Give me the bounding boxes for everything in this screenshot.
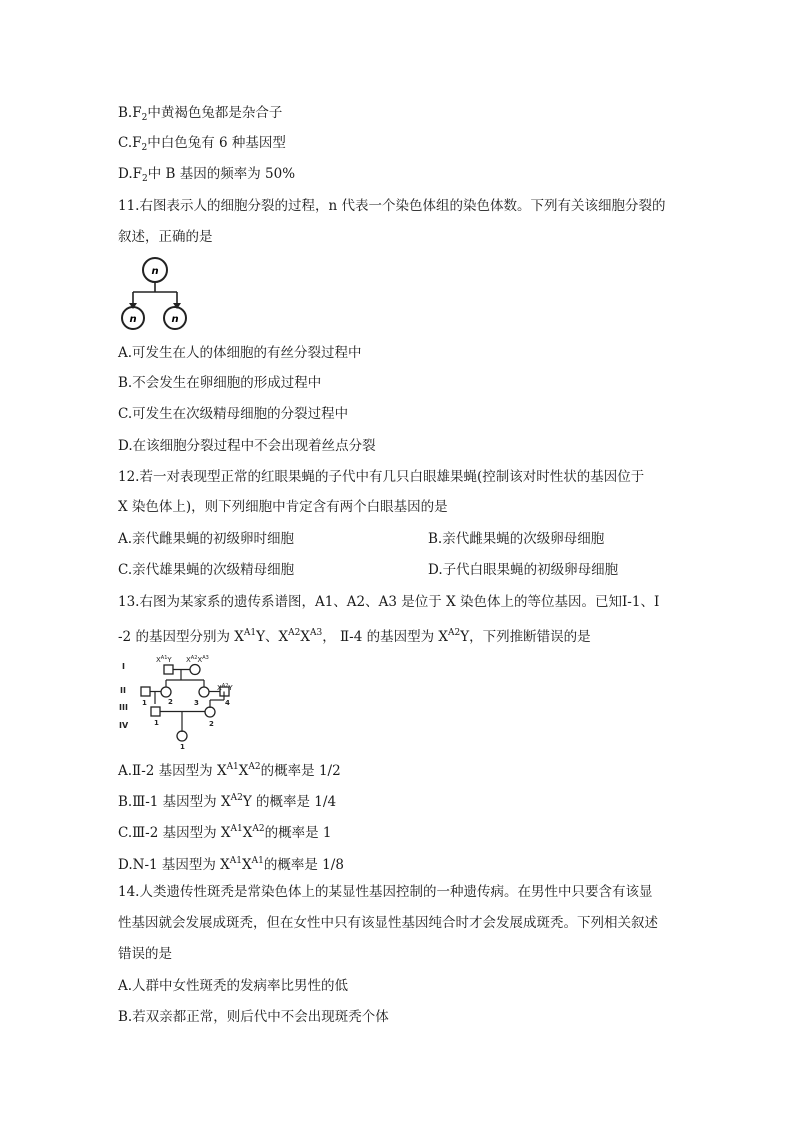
q14-stem-line3: 错误的是 — [118, 946, 172, 962]
q12-option-c: C.亲代雄果蝇的次级精母细胞 — [118, 562, 295, 578]
pedigree-chart — [114, 652, 254, 752]
gen-label-i: I — [122, 662, 125, 671]
gen-label-iii: III — [119, 703, 128, 712]
q10-option-b: $B.F_2$中黄褐色兔都是杂合子 — [118, 105, 283, 123]
iii-num-1: 1 — [154, 719, 159, 727]
q11-option-c: C.可发生在次级精母细胞的分裂过程中 — [118, 406, 349, 422]
q12-option-a: A.亲代雌果蝇的初级卵时细胞 — [118, 531, 295, 547]
q13-option-a: A.Ⅱ-2 基因型为 $X^{A1}X^{A2}$的概率是 1/2 — [118, 762, 341, 779]
ii3-female — [199, 687, 209, 697]
q12-stem-line2: X 染色体上)，则下列细胞中肯定含有两个白眼基因的是 — [118, 499, 448, 515]
q11-option-b: B.不会发生在卵细胞的形成过程中 — [118, 375, 322, 391]
ii2-female — [161, 687, 171, 697]
q12-option-b: B.亲代雌果蝇的次级卵母细胞 — [428, 531, 605, 547]
q14-stem-line1: 14.人类遗传性斑秃是常染色体上的某显性基因控制的一种遗传病。在男性中只要含有该显 — [118, 884, 653, 900]
q13-stem-line2: -2 的基因型分别为 $X^{A1}Y$、$X^{A2}X^{A3}$， Ⅱ-4 的基因型为 $X^{A2}Y$，下列推断错误的是 — [118, 628, 591, 645]
parent-cell-label: n — [151, 266, 159, 277]
daughter-left-label: n — [129, 314, 137, 325]
q13-option-c: C.Ⅲ-2 基因型为 $X^{A1}X^{A2}$的概率是 1 — [118, 824, 332, 841]
q10-option-c: $C.F_2$中白色兔有 6 种基因型 — [118, 135, 286, 153]
q12-stem-line1: 12.若一对表现型正常的红眼果蝇的子代中有几只白眼雄果蝇(控制该对时性状的基因位于 — [118, 469, 645, 485]
iv-num-1: 1 — [180, 743, 185, 751]
cell-division-diagram — [112, 252, 192, 332]
iii2-female — [205, 707, 215, 717]
ii-num-2: 2 — [168, 698, 173, 706]
q14-option-b: B.若双亲都正常，则后代中不会出现斑秃个体 — [118, 1009, 389, 1025]
ii-num-1: 1 — [142, 699, 147, 707]
q13-stem-line1: 13.右图为某家系的遗传系谱图，A1、A2、A3 是位于 X 染色体上的等位基因。已知Ⅰ-1、Ⅰ — [118, 594, 660, 610]
i2-genotype: $X^{A2}X^{A3}$ — [186, 655, 209, 664]
q14-stem-line2: 性基因就会发展成斑秃，但在女性中只有该显性基因纯合时才会发展成斑秃。下列相关叙述 — [118, 915, 658, 931]
q11-stem-line2: 叙述，正确的是 — [118, 229, 213, 245]
q11-stem-line1: 11.右图表示人的细胞分裂的过程，n 代表一个染色体组的染色体数。下列有关该细胞分裂的 — [118, 198, 666, 214]
ii1-male — [141, 687, 150, 696]
ii4-genotype: $X^{A2}Y$ — [217, 683, 233, 692]
gen-label-ii: II — [120, 686, 126, 695]
ii-num-4: 4 — [225, 699, 230, 707]
iii1-male — [151, 707, 160, 716]
q13-option-d: D.N-1 基因型为 $X^{A1}X^{A1}$的概率是 1/8 — [118, 856, 344, 873]
q11-option-a: A.可发生在人的体细胞的有丝分裂过程中 — [118, 345, 362, 361]
q14-option-a: A.人群中女性斑秃的发病率比男性的低 — [118, 978, 349, 994]
ii-num-3: 3 — [194, 699, 199, 707]
iv1-female — [177, 731, 187, 741]
iii-num-2: 2 — [209, 720, 214, 728]
gen-label-iv: IV — [119, 721, 129, 730]
q10-option-d: $D.F_2$中 B 基因的频率为 50% — [118, 166, 296, 184]
i1-genotype: $X^{A1}Y$ — [156, 655, 172, 664]
i2-female — [190, 665, 200, 675]
daughter-right-label: n — [171, 314, 179, 325]
q13-option-b: B.Ⅲ-1 基因型为 $X^{A2}Y$ 的概率是 1/4 — [118, 793, 337, 810]
i1-male — [164, 665, 173, 674]
q12-option-d: D.子代白眼果蝇的初级卵母细胞 — [428, 562, 619, 578]
q11-option-d: D.在该细胞分裂过程中不会出现着丝点分裂 — [118, 438, 376, 454]
